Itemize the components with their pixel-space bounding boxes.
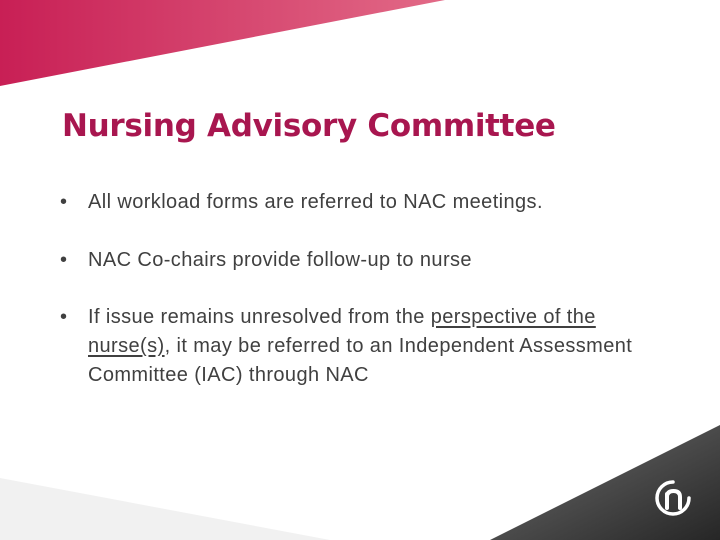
bullet-text: All workload forms are referred to NAC meetings.	[88, 191, 543, 213]
slide-title: Nursing Advisory Committee	[62, 108, 556, 144]
bullet-list	[60, 188, 660, 419]
bullet-item	[60, 246, 660, 275]
n-circle-logo-icon	[654, 478, 692, 518]
bullet-dot: •	[60, 306, 68, 328]
bullet-text-after: , it may be referred to an Independent Assessment Committee (IAC) through NAC	[88, 335, 633, 386]
bullet-text: NAC Co-chairs provide follow-up to nurse	[88, 249, 472, 271]
bottom-left-light-triangle	[0, 478, 330, 540]
bullet-dot: •	[60, 249, 68, 271]
bullet-text-before: If issue remains unresolved from the	[88, 306, 431, 328]
underlined-text: perspective of the nurse(s)	[88, 306, 596, 357]
bullet-item	[60, 303, 660, 390]
bullet-dot: •	[60, 191, 68, 213]
top-pink-banner	[0, 0, 445, 86]
bullet-item	[60, 188, 660, 217]
